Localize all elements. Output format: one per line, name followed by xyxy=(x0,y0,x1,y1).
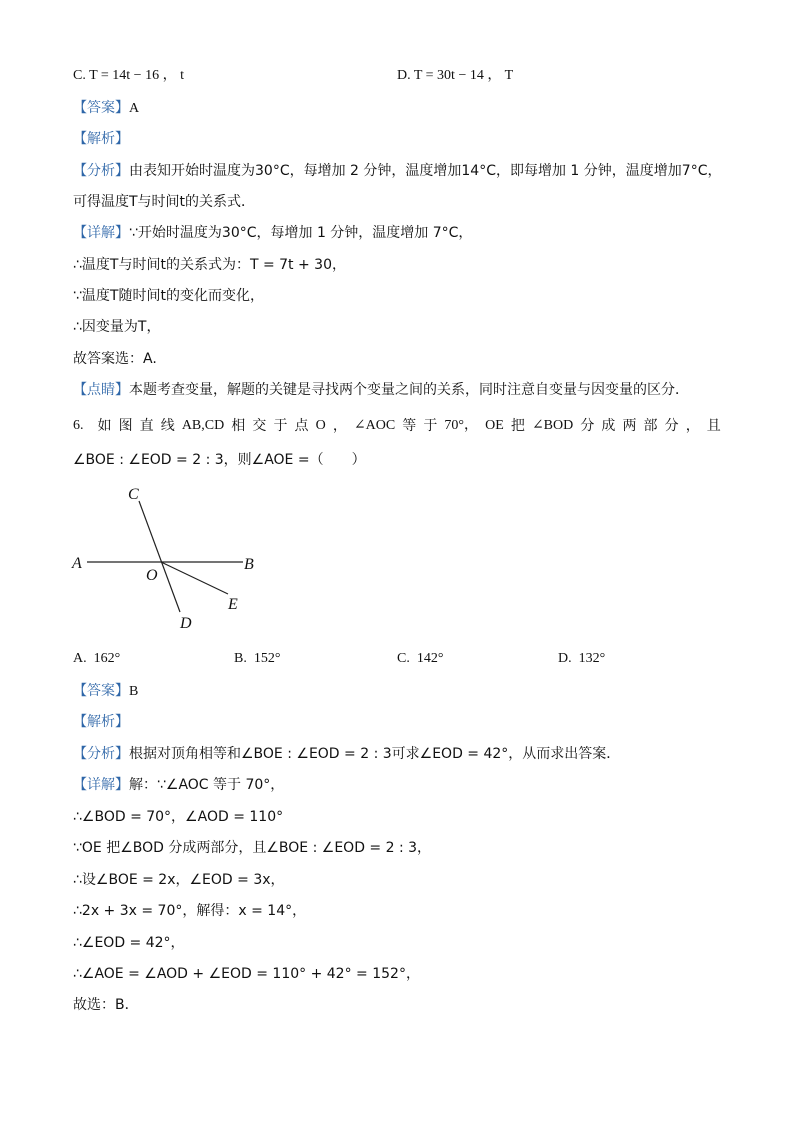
option-d-prev: D. T = 30t − 14 ， T xyxy=(397,68,514,83)
detail-text: 解：∵∠AOC 等于 70°， xyxy=(129,777,285,793)
fenxi-tag: 【分析】 xyxy=(73,163,129,179)
stem-word: 成 xyxy=(601,418,616,434)
option-a xyxy=(73,652,120,666)
question-number: 6. xyxy=(73,418,84,433)
option-c-prev: C. T = 14t − 16 ， t xyxy=(73,68,184,83)
answer-tag: 【答案】 xyxy=(73,100,129,116)
line-cd xyxy=(139,501,180,612)
stem-word: 且 xyxy=(706,418,721,434)
q6-conclusion: 故选：B． xyxy=(73,997,139,1013)
stem-word: 于 xyxy=(273,418,288,434)
stem-word: ， xyxy=(332,418,347,434)
answer-value: B xyxy=(129,684,139,699)
q6-answer-line xyxy=(73,684,138,699)
q5-conclusion: 故答案选：A. xyxy=(73,351,157,367)
q6-detail-line2: ∴∠BOD = 70°，∠AOD = 110° xyxy=(73,809,284,825)
q6-detail-line5: ∴2x + 3x = 70°，解得：x = 14°， xyxy=(73,903,307,919)
q5-detail-line4: ∴因变量为T， xyxy=(73,319,161,335)
comment-tag: 【点睛】 xyxy=(73,382,129,398)
label-a: A xyxy=(72,555,82,572)
q5-answer-line xyxy=(73,101,139,116)
fenxi-text: 由表知开始时温度为30°C，每增加 2 分钟，温度增加14°C，即每增加 1 分钟，温度增加7°C， xyxy=(129,163,722,179)
answer-tag: 【答案】 xyxy=(73,683,129,699)
detail-text: ∵开始时温度为30°C，每增加 1 分钟，温度增加 7°C， xyxy=(129,225,473,241)
option-label: C. xyxy=(397,651,410,666)
stem-word: ， xyxy=(685,418,700,434)
answer-value: A xyxy=(129,101,140,116)
label-c: C xyxy=(128,486,139,503)
stem-word: 线 xyxy=(160,418,175,434)
stem-word: 点 xyxy=(294,418,309,434)
fenxi-tag: 【分析】 xyxy=(73,746,129,762)
comment-text: 本题考查变量，解题的关键是寻找两个变量之间的关系，同时注意自变量与因变量的区分． xyxy=(129,382,689,398)
stem-word: ∠BOD xyxy=(531,418,574,433)
stem-word: 于 xyxy=(423,418,438,434)
stem-word: 部 xyxy=(643,418,658,434)
fenxi-text: 根据对顶角相等和∠BOE : ∠EOD = 2 : 3可求∠EOD = 42°，从而求出答案． xyxy=(129,746,621,762)
q6-detail-line7: ∴∠AOE = ∠AOD + ∠EOD = 110° + 42° = 152°， xyxy=(73,966,420,982)
q6-detail-line4: ∴设∠BOE = 2x，∠EOD = 3x， xyxy=(73,872,285,888)
option-label: A. xyxy=(73,651,87,666)
stem-word: ∠AOC xyxy=(353,418,396,433)
q5-fenxi-line1 xyxy=(73,164,721,178)
stem-word: AB,CD xyxy=(181,418,225,433)
q5-fenxi-line2: 可得温度T与时间t的关系式． xyxy=(73,194,256,210)
stem-word: 等 xyxy=(402,418,417,434)
stem-word: 相 xyxy=(231,418,246,434)
q6-fenxi xyxy=(73,747,620,761)
stem-word: 如 xyxy=(97,418,112,434)
q6-stem-line1 xyxy=(73,419,721,433)
q5-comment xyxy=(73,383,689,397)
stem-word: 交 xyxy=(252,418,267,434)
q5-detail-line2: ∴温度T与时间t的关系式为：T = 7t + 30， xyxy=(73,257,346,273)
stem-word: 图 xyxy=(118,418,133,434)
stem-word: 分 xyxy=(664,418,679,434)
label-b: B xyxy=(244,556,254,573)
option-value: 162° xyxy=(93,651,121,666)
stem-word: 把 xyxy=(510,418,525,434)
analysis-tag: 【解析】 xyxy=(73,714,129,730)
option-c xyxy=(397,652,443,666)
option-d xyxy=(558,652,605,666)
q6-detail-line6: ∴∠EOD = 42°， xyxy=(73,935,185,951)
option-label: B. xyxy=(234,651,247,666)
q6-stem-line2: ∠BOE : ∠EOD = 2 : 3，则∠AOE =（ ） xyxy=(73,452,366,468)
q6-detail-line1 xyxy=(73,778,284,792)
stem-word: OE xyxy=(485,418,504,433)
q6-stem-words xyxy=(98,419,722,433)
option-value: 142° xyxy=(416,651,444,666)
q5-detail-line1 xyxy=(73,226,472,240)
detail-tag: 【详解】 xyxy=(73,225,129,241)
option-b xyxy=(234,652,280,666)
q5-detail-line3: ∵温度T随时间t的变化而变化， xyxy=(73,288,264,304)
analysis-tag: 【解析】 xyxy=(73,131,129,147)
label-o: O xyxy=(146,567,158,584)
q6-detail-line3: ∵OE 把∠BOD 分成两部分，且∠BOE : ∠EOD = 2 : 3， xyxy=(73,840,432,856)
stem-word: 70°， xyxy=(444,418,479,433)
option-value: 152° xyxy=(253,651,281,666)
stem-word: 两 xyxy=(622,418,637,434)
option-label: D. xyxy=(558,651,572,666)
option-value: 132° xyxy=(578,651,606,666)
detail-tag: 【详解】 xyxy=(73,777,129,793)
label-d: D xyxy=(180,615,192,632)
stem-word: 分 xyxy=(580,418,595,434)
stem-word: 直 xyxy=(139,418,154,434)
geometry-figure xyxy=(60,480,280,640)
label-e: E xyxy=(228,596,238,613)
stem-word: O xyxy=(315,418,326,433)
